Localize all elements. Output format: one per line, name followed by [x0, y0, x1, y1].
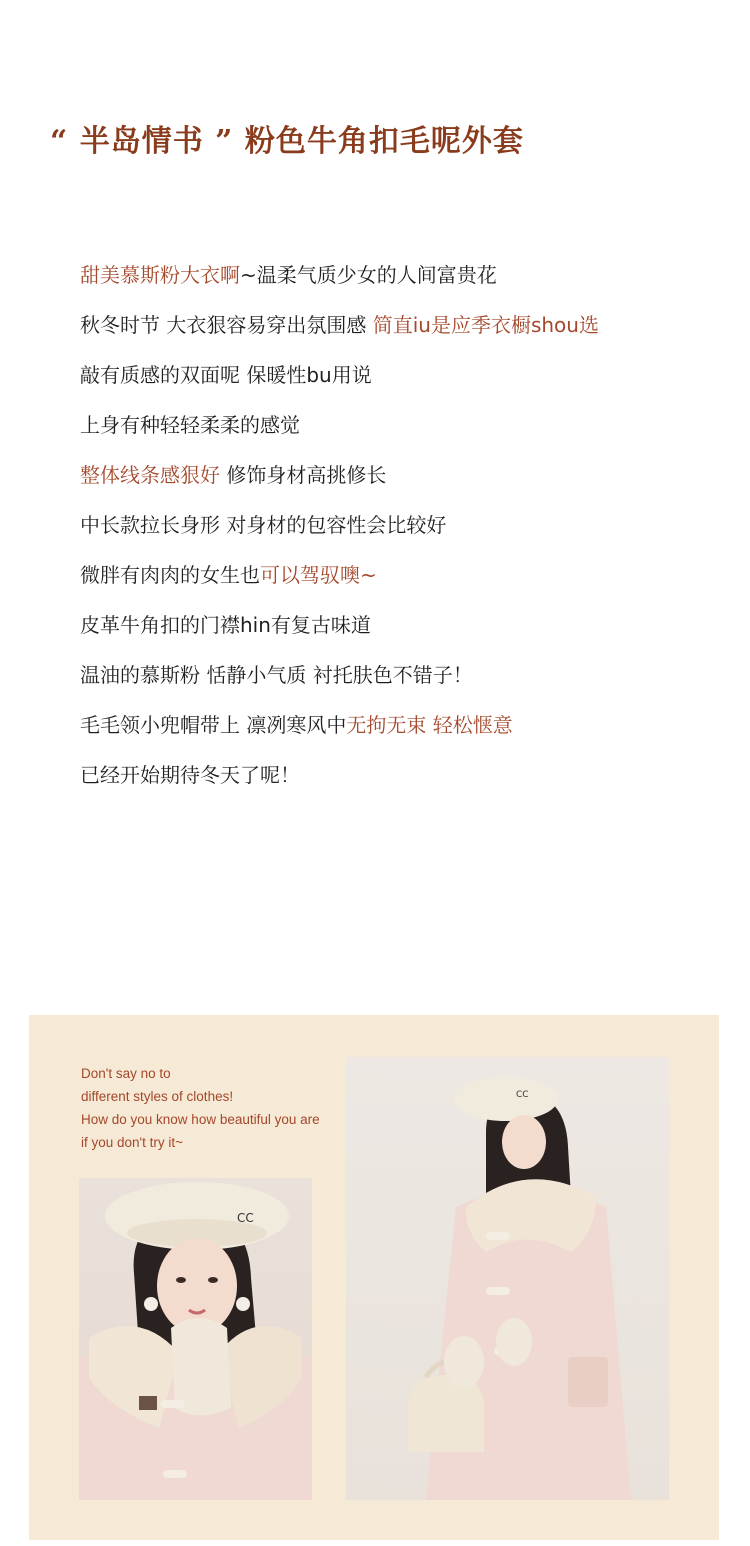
body-text: 敲有质感的双面呢 保暖性bu用说: [80, 363, 372, 387]
highlight-text: 甜美慕斯粉大衣啊: [80, 263, 240, 287]
highlight-text: 简直iu是应季衣橱shou选: [372, 313, 599, 337]
body-text: 温油的慕斯粉 恬静小气质 衬托肤色不错子！: [80, 663, 473, 687]
description-lines: [80, 258, 599, 808]
description-line: [80, 758, 599, 808]
body-text: 已经开始期待冬天了呢！: [80, 763, 300, 787]
quote-line: How do you know how beautiful you are: [81, 1112, 320, 1127]
body-text: 皮革牛角扣的门襟hin有复古味道: [80, 613, 371, 637]
description-line: [80, 558, 599, 608]
highlight-text: 可以驾驭噢~: [260, 563, 377, 587]
description-line: [80, 508, 599, 558]
body-text: 修饰身材高挑修长: [220, 463, 387, 487]
fullbody-photo: [346, 1057, 669, 1500]
english-quote: [81, 1062, 320, 1154]
description-line: [80, 608, 599, 658]
closeup-photo: [79, 1178, 312, 1500]
body-text: 上身有种轻轻柔柔的感觉: [80, 413, 300, 437]
svg-text:CC: CC: [237, 1211, 254, 1225]
body-text: 毛毛领小兜帽带上 凛冽寒风中: [80, 713, 347, 737]
body-text: 中长款拉长身形 对身材的包容性会比较好: [80, 513, 447, 537]
description-line: [80, 258, 599, 308]
body-text: ~温柔气质少女的人间富贵花: [240, 263, 497, 287]
quote-line: different styles of clothes!: [81, 1089, 234, 1104]
description-line: [80, 458, 599, 508]
highlight-text: 无拘无束 轻松惬意: [346, 713, 513, 737]
description-line: [80, 308, 599, 358]
description-line: [80, 408, 599, 458]
page-title: “ 半岛情书 ” 粉色牛角扣毛呢外套: [50, 124, 524, 159]
description-line: [80, 658, 599, 708]
body-text: 秋冬时节 大衣狠容易穿出氛围感: [80, 313, 373, 337]
quote-line: if you don't try it~: [81, 1135, 184, 1150]
quote-line: Don't say no to: [81, 1066, 171, 1081]
highlight-text: 整体线条感狠好: [80, 463, 220, 487]
description-line: [80, 708, 599, 758]
svg-text:CC: CC: [516, 1090, 529, 1100]
body-text: 微胖有肉肉的女生也: [80, 563, 260, 587]
description-line: [80, 358, 599, 408]
